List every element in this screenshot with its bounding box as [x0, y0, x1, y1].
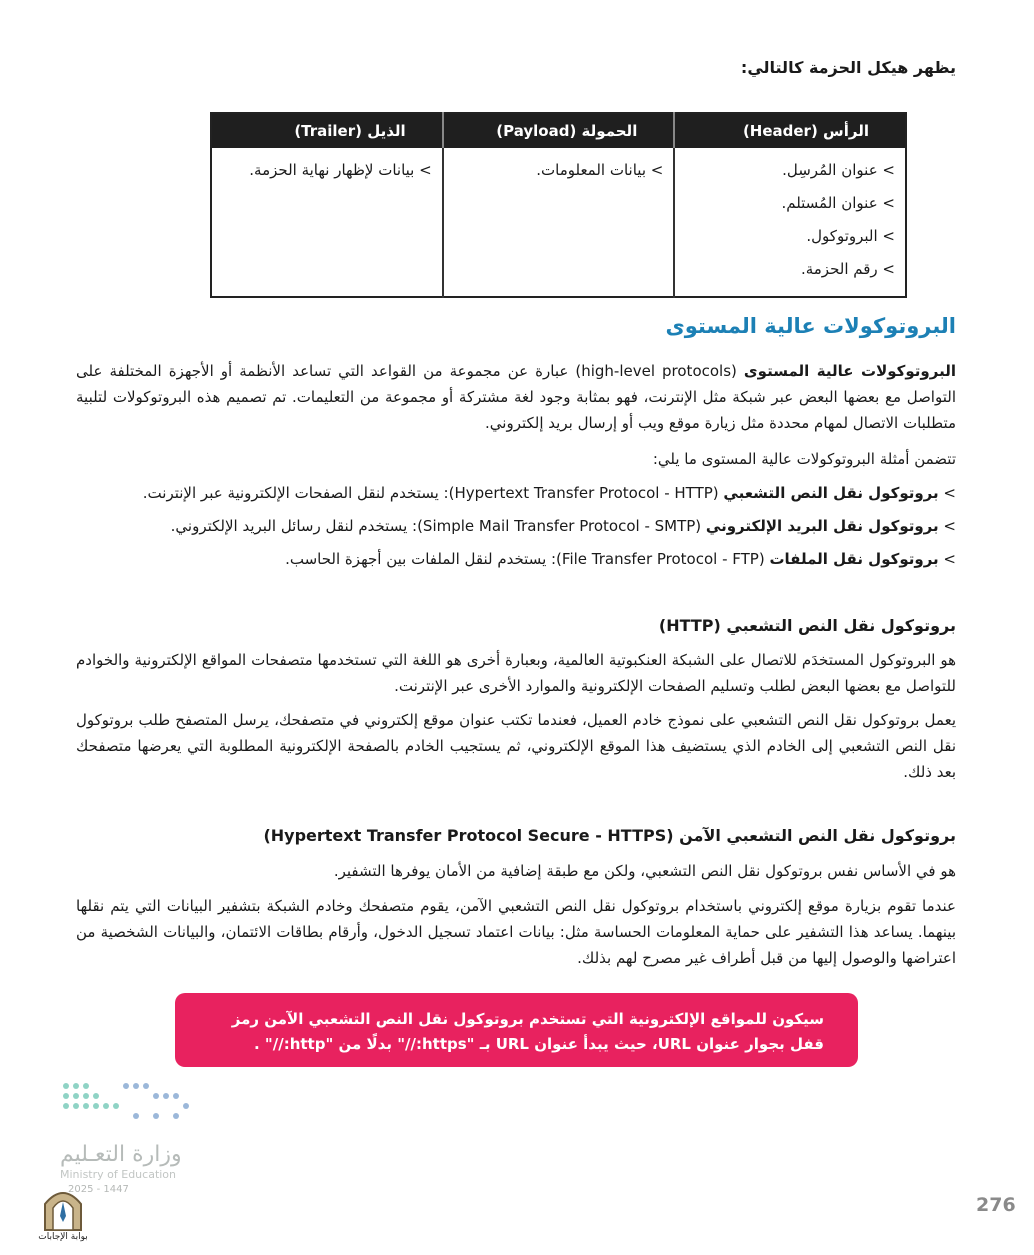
- example-desc: (File Transfer Protocol - FTP): يستخدم لنقل الملفات بين أجهزة الحاسب.: [285, 550, 770, 568]
- list-item: > عنوان المُرسِل.: [782, 161, 895, 179]
- definition-paragraph: [76, 358, 956, 436]
- definition-term: البروتوكولات عالية المستوى: [743, 362, 956, 380]
- example-desc: (Simple Mail Transfer Protocol - SMTP): يستخدم لنقل رسائل البريد الإلكتروني.: [170, 517, 706, 535]
- example-ftp: [56, 546, 956, 572]
- section-heading: البروتوكولات عالية المستوى: [665, 314, 956, 338]
- list-item: > بيانات المعلومات.: [536, 161, 664, 179]
- gate-icon: [28, 1186, 98, 1232]
- bullet-marker: >: [938, 550, 956, 568]
- definition-text: (high-level protocols) عبارة عن مجموعة من القواعد التي تساعد الأنظمة أو الأجهزة المختلفة على التواصل مع بعضها البعض عبر شبكة مثل الإنترنت، فهو بمثابة وجود لغة مشتركة أو مجموعة من التعليمات. تم تصميم هذه البروتوكولات لتلبية متطلبات الاتصال لمهام محددة مثل زيارة موقع ويب أو إرسال بريد إلكتروني.: [76, 362, 956, 432]
- trailer-cell: [211, 148, 443, 297]
- header-column-title: الرأس (Header): [674, 113, 906, 148]
- example-term: بروتوكول نقل البريد الإلكتروني: [705, 517, 939, 535]
- ministry-logo: [60, 1080, 210, 1200]
- bullet-marker: >: [938, 484, 956, 502]
- payload-cell: [443, 148, 675, 297]
- https-heading: بروتوكول نقل النص التشعبي الآمن (Hypertext Transfer Protocol Secure - HTTPS): [263, 826, 956, 845]
- list-item: > رقم الحزمة.: [800, 260, 895, 278]
- table-header-row: [211, 113, 906, 148]
- page-number: 276: [976, 1194, 1016, 1216]
- https-paragraph-2: عندما تقوم بزيارة موقع إلكتروني باستخدام بروتوكول نقل النص التشعبي الآمن، يقوم متصفحك وخادم الشبكة بتشفير البيانات التي يتم نقلها بينهما. يساعد هذا التشفير على حماية المعلومات الحساسة مثل: بيانات اعتماد تسجيل الدخول، وأرقام بطاقات الائتمان، والبيانات الشخصية من اعتراضها والوصول إليها من قبل أطراف غير مصرح لهم بذلك.: [76, 897, 956, 967]
- example-smtp: [56, 513, 956, 539]
- https-callout-box: سيكون للمواقع الإلكترونية التي تستخدم بروتوكول نقل النص التشعبي الآمن رمز قفل بجوار عنوان URL، حيث يبدأ عنوان URL بـ "https://" بدلًا من "http://" .: [175, 993, 858, 1067]
- list-item: > عنوان المُستلم.: [781, 194, 895, 212]
- header-cell: [674, 148, 906, 297]
- payload-column-title: الحمولة (Payload): [443, 113, 675, 148]
- example-term: بروتوكول نقل الملفات: [769, 550, 939, 568]
- http-paragraph-2: يعمل بروتوكول نقل النص التشعبي على نموذج خادم العميل، فعندما تكتب عنوان موقع إلكتروني في متصفحك، يرسل المتصفح طلب بروتوكول نقل النص التشعبي إلى الخادم الذي يستضيف هذا الموقع الإلكتروني، ثم يستجيب الخادم بالصفحة الإلكترونية المطلوبة التي يعرضها متصفحك بعد ذلك.: [76, 711, 956, 781]
- example-http: [56, 480, 956, 506]
- logo-dots-icon: [60, 1080, 200, 1130]
- bullet-marker: >: [938, 517, 956, 535]
- list-item: > البروتوكول.: [806, 227, 895, 245]
- badge-label: بوابة الإجابات: [38, 1232, 88, 1242]
- packet-structure-intro: يظهر هيكل الحزمة كالتالي:: [740, 58, 956, 77]
- answers-gate-badge: [28, 1186, 98, 1248]
- ministry-name-arabic: وزارة التعـليم: [60, 1142, 182, 1167]
- ministry-year: 2025 - 1447: [68, 1184, 129, 1195]
- example-term: بروتوكول نقل النص التشعبي: [723, 484, 939, 502]
- http-heading: بروتوكول نقل النص التشعبي (HTTP): [658, 616, 956, 635]
- trailer-column-title: الذيل (Trailer): [211, 113, 443, 148]
- example-desc: (Hypertext Transfer Protocol - HTTP): يستخدم لنقل الصفحات الإلكترونية عبر الإنترنت.: [142, 484, 724, 502]
- ministry-name-english: Ministry of Education: [60, 1168, 177, 1181]
- http-paragraph-1: هو البروتوكول المستخدَم للاتصال على الشبكة العنكبوتية العالمية، وبعبارة أخرى هو اللغة التي تستخدمها متصفحات المواقع الإلكترونية والخوادم للتواصل مع بعضها البعض لطلب وتسليم الصفحات الإلكترونية والموارد الأخرى عبر الإنترنت.: [76, 651, 956, 695]
- list-item: > بيانات لإظهار نهاية الحزمة.: [249, 161, 432, 179]
- packet-structure-table: [210, 112, 907, 298]
- https-paragraph-1: هو في الأساس نفس بروتوكول نقل النص التشعبي، ولكن مع طبقة إضافية من الأمان يوفرها التشفير.: [333, 862, 956, 880]
- table-row: [211, 148, 906, 297]
- examples-intro: تتضمن أمثلة البروتوكولات عالية المستوى ما يلي:: [652, 450, 956, 468]
